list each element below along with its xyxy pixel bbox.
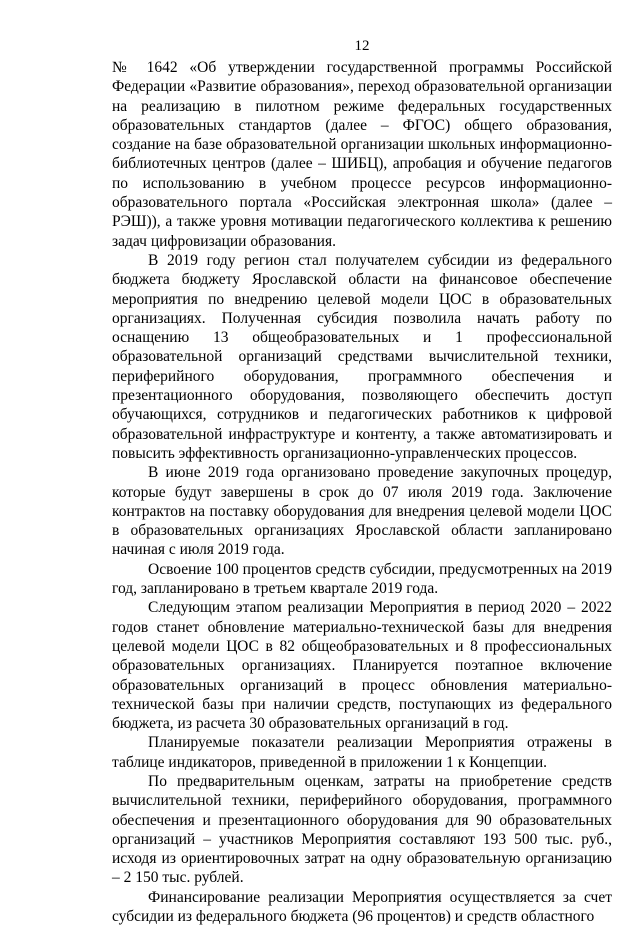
- paragraph-financing: Финансирование реализации Мероприятия осуществляется за счет субсидии из федерального бюджета (96 процентов) и средств областного: [112, 888, 612, 926]
- paragraph-funds-use: Освоение 100 процентов средств субсидии, предусмотренных на 2019 год, запланировано в третьем квартале 2019 года.: [112, 560, 612, 598]
- paragraph-next-stage: Следующим этапом реализации Мероприятия в период 2020 – 2022 годов станет обновление материально-технической базы для внедрения целевой модели ЦОС в 82 общеобразовательных и 8 профессиональных образовательных организациях. Планируется поэтапное включение образовательных организаций в процесс обновления материально-технической базы при наличии средств, поступающих из федерального бюджета, из расчета 30 образовательных организаций в год.: [112, 599, 612, 733]
- paragraph-procurement: В июне 2019 года организовано проведение закупочных процедур, которые будут завершены в срок до 07 июля 2019 года. Заключение контрактов на поставку оборудования для внедрения целевой модели ЦОС в образовательных организациях Ярославской области запланировано начиная с июля 2019 года.: [112, 464, 612, 559]
- paragraph-subsidy-2019: В 2019 году регион стал получателем субсидии из федерального бюджета бюджету Ярославской области на финансовое обеспечение мероприятия по внедрению целевой модели ЦОС в образовательных организациях. Полученная субсидия позволила начать работу по оснащению 13 общеобразовательных и 1 профессиональной образовательной организаций средствами вычислительной техники, периферийного оборудования, программного обеспечения и презентационного оборудования, позволяющего обеспечить доступ обучающихся, сотрудников и педагогических работников к цифровой образовательной инфраструктуре и контенту, а также автоматизировать и повысить эффективность организационно-управленческих процессов.: [112, 251, 612, 462]
- paragraph-continuation: № 1642 «Об утверждении государственной программы Российской Федерации «Развитие образования», переход образовательной организации на реализацию в пилотном режиме федеральных государственных образовательных стандартов (далее – ФГОС) общего образования, создание на базе образовательной организации школьных информационно-библиотечных центров (далее – ШИБЦ), апробация и обучение педагогов по использованию в учебном процессе ресурсов информационно-образовательного портала «Российская электронная школа» (далее – РЭШ)), а также уровня мотивации педагогического коллектива к решению задач цифровизации образования.: [112, 59, 612, 250]
- paragraph-indicators: Планируемые показатели реализации Мероприятия отражены в таблице индикаторов, приведенной в приложении 1 к Концепции.: [112, 734, 612, 771]
- page-number: 12: [354, 38, 370, 54]
- paragraph-cost-estimate: По предварительным оценкам, затраты на приобретение средств вычислительной техники, периферийного оборудования, программного обеспечения и презентационного оборудования для 90 образовательных организаций – участников Мероприятия составляют 193 500 тыс. руб., исходя из ориентировочных затрат на одну образовательную организацию – 2 150 тыс. рублей.: [112, 772, 612, 887]
